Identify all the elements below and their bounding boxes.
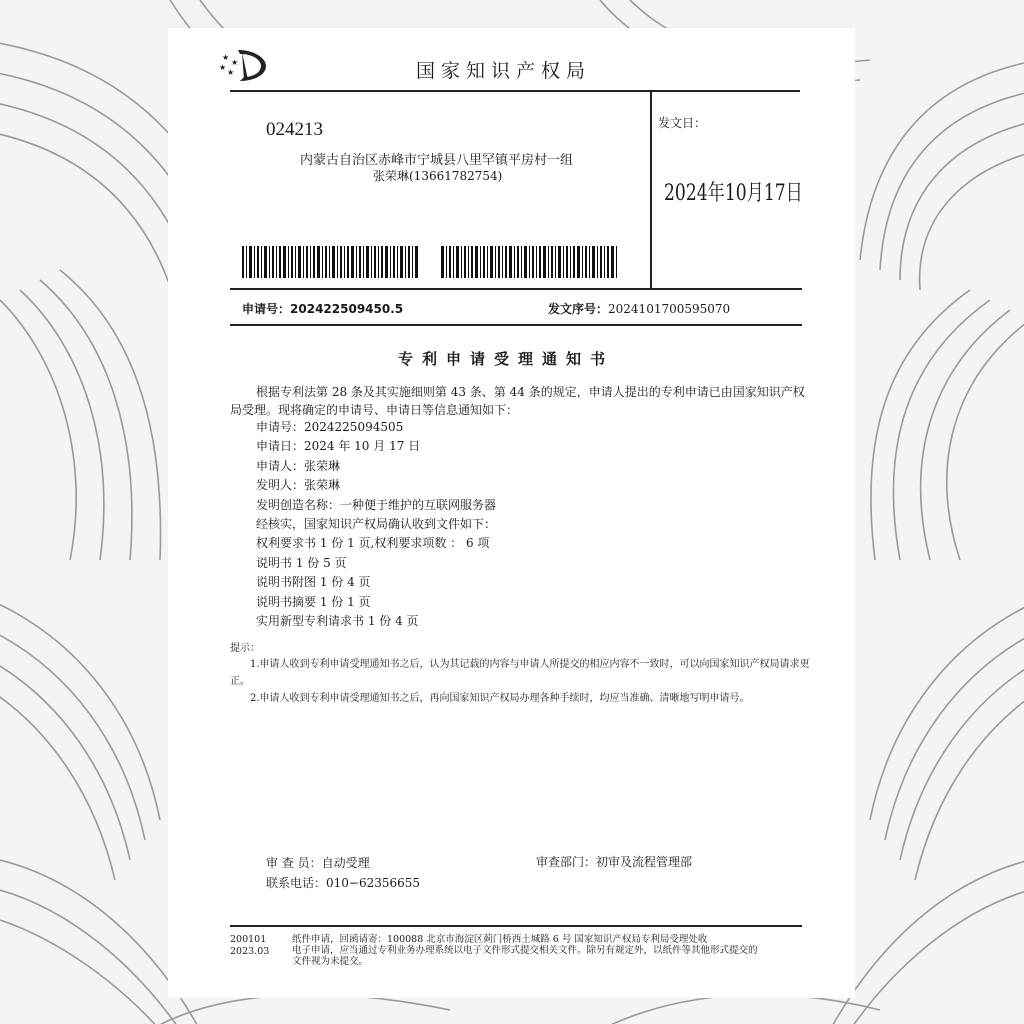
recipient-address: 内蒙古自治区赤峰市宁城县八里罕镇平房村一组 bbox=[300, 153, 574, 168]
footer-line: 电子申请，应当通过专利业务办理系统以电子文件形式提交相关文件。除另有规定外，以纸件等其他形式提交的 bbox=[292, 945, 758, 956]
postal-code: 024213 bbox=[266, 119, 323, 140]
footer-divider bbox=[230, 925, 802, 927]
tip-item: 2.申请人收到专利申请受理通知书之后，再向国家知识产权局办理各种手续时，均应当准确、清晰地写明申请号。 bbox=[250, 693, 750, 704]
document-serial bbox=[548, 300, 730, 317]
field-filing-date: 申请日：2024 年 10 月 17 日 bbox=[256, 439, 421, 454]
field-request-form: 实用新型专利请求书 1 份 4 页 bbox=[256, 613, 419, 628]
field-application-no: 申请号：2024225094505 bbox=[256, 420, 404, 434]
field-description: 说明书 1 份 5 页 bbox=[256, 555, 347, 570]
application-number-label: 申请号： bbox=[242, 302, 291, 316]
intro-text: 根据专利法第 28 条及其实施细则第 43 条、第 44 条的规定，申请人提出的专利申请已由国家知识产权局受理。现将确定的申请号、申请日等信息通知如下： bbox=[230, 385, 805, 417]
svg-text:★: ★ bbox=[222, 53, 230, 62]
svg-text:★: ★ bbox=[227, 68, 235, 77]
form-code: 200101 bbox=[230, 934, 267, 945]
examiner: 审 查 员：自动受理 bbox=[266, 856, 370, 870]
office-title: 国家知识产权局 bbox=[416, 60, 592, 82]
application-fields bbox=[256, 418, 496, 631]
svg-text:★: ★ bbox=[231, 58, 239, 67]
svg-text:★: ★ bbox=[219, 63, 227, 72]
field-received-intro: 经核实，国家知识产权局确认收到文件如下： bbox=[256, 516, 497, 531]
contact-phone: 联系电话：010−62356655 bbox=[266, 876, 421, 890]
field-claims: 权利要求书 1 份 1 页,权利要求项数 ： 6 项 bbox=[256, 536, 490, 551]
issue-date-label: 发文日： bbox=[658, 116, 707, 130]
field-drawings: 说明书附图 1 份 4 页 bbox=[256, 575, 371, 590]
intro-paragraph bbox=[230, 383, 812, 419]
cnipa-logo-icon bbox=[218, 44, 272, 84]
footer-line: 纸件申请，回函请寄：100088 北京市海淀区蓟门桥西土城路 6 号 国家知识产权局专利局受理处收 bbox=[292, 934, 708, 945]
reference-divider-bottom bbox=[230, 324, 802, 326]
field-abstract: 说明书摘要 1 份 1 页 bbox=[256, 594, 371, 609]
barcode-left bbox=[242, 246, 418, 278]
patent-notice-page bbox=[168, 28, 855, 998]
barcode-right bbox=[441, 246, 617, 278]
footer-note bbox=[292, 934, 812, 967]
application-number bbox=[242, 300, 403, 317]
recipient-name: 张荣琳(13661782754) bbox=[373, 169, 503, 183]
document-title: 专利申请受理通知书 bbox=[398, 350, 615, 368]
tips-heading: 提示： bbox=[230, 643, 260, 654]
field-invention-title: 发明创造名称：一种便于维护的互联网服务器 bbox=[256, 497, 497, 512]
examining-department: 审查部门：初审及流程管理部 bbox=[536, 855, 693, 869]
application-number-value: 202422509450.5 bbox=[290, 302, 404, 316]
document-serial-label: 发文序号： bbox=[548, 302, 609, 316]
date-box-divider bbox=[650, 92, 652, 288]
tip-item: 1.申请人收到专利申请受理通知书之后，认为其记载的内容与申请人所提交的相应内容不一致时，可以向国家知识产权局请求更正。 bbox=[230, 659, 810, 687]
reference-divider-top bbox=[230, 288, 802, 290]
footer-line: 文件视为未提交。 bbox=[292, 956, 369, 967]
issue-date-stamp: 2024年10月17日 bbox=[664, 181, 803, 206]
tips-list bbox=[230, 656, 820, 707]
form-version: 2023.03 bbox=[230, 946, 270, 957]
document-serial-value: 2024101700595070 bbox=[608, 302, 731, 316]
field-inventor: 发明人：张荣琳 bbox=[256, 478, 341, 493]
field-applicant: 申请人：张荣琳 bbox=[256, 458, 341, 473]
header-divider bbox=[230, 90, 800, 92]
